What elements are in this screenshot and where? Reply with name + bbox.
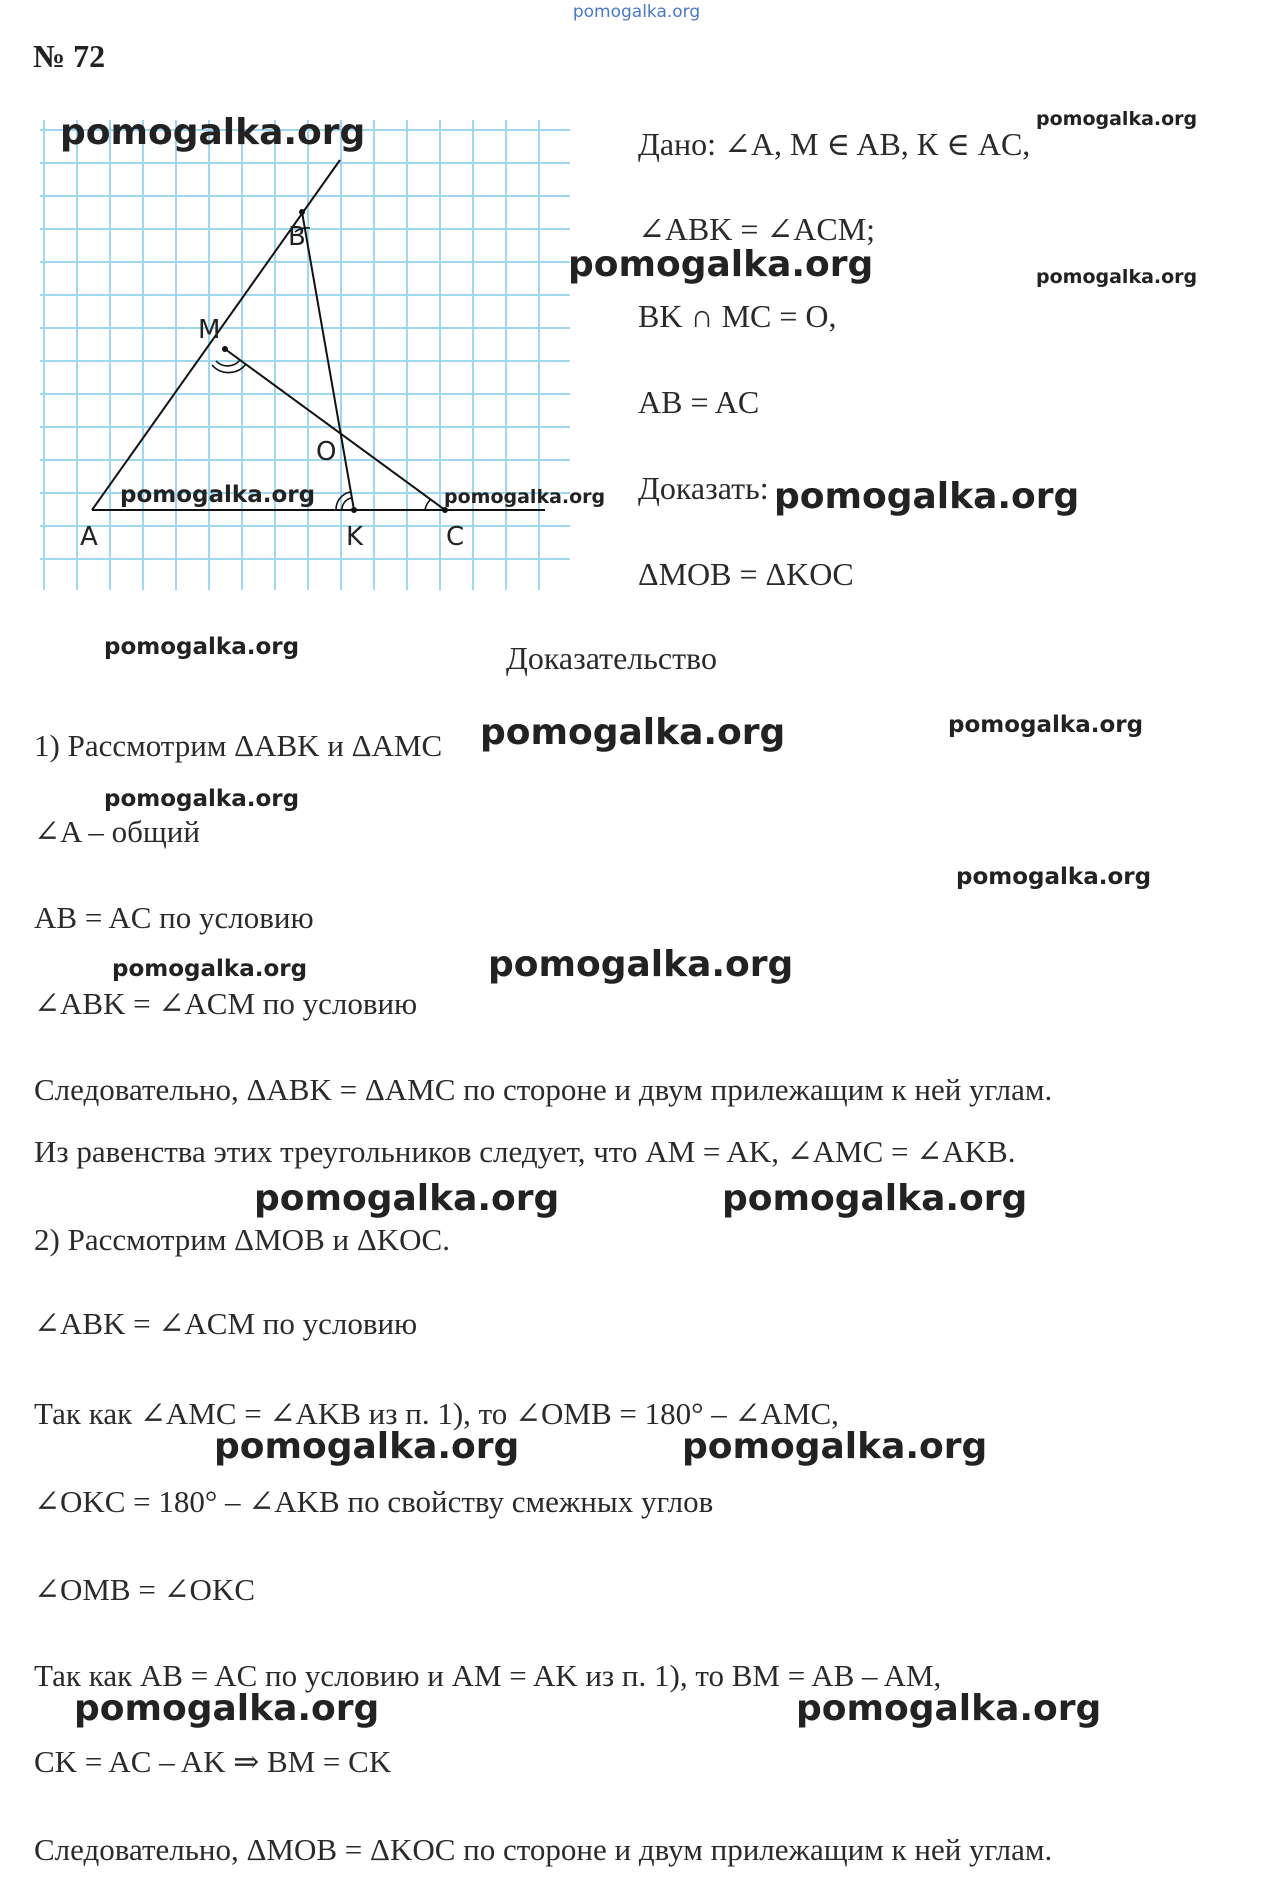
watermark: pomogalka.org [104, 786, 300, 812]
watermark: pomogalka.org [774, 476, 1080, 517]
given-line-6: ΔMOB = ΔKOC [638, 556, 854, 592]
watermark: pomogalka.org [1036, 266, 1198, 288]
angle-mark-k-inner [342, 498, 351, 510]
proof-line: 2) Рассмотрим ΔMOB и ΔKOC. [34, 1222, 450, 1257]
point-b [299, 209, 305, 215]
proof-line: CK = AC – AK ⇒ BM = CK [34, 1744, 392, 1779]
figure-svg [40, 120, 580, 600]
watermark: pomogalka.org [488, 944, 794, 985]
given-line-5: Доказать: [638, 470, 769, 506]
proof-line: ∠A – общий [34, 814, 200, 849]
proof-line: Из равенства этих треугольников следует, что AM = AK, ∠AMC = ∠AKB. [34, 1134, 1016, 1169]
point-m [222, 346, 228, 352]
watermark: pomogalka.org [682, 1426, 988, 1467]
label-a: A [80, 522, 98, 552]
site-header-link[interactable]: pomogalka.org [572, 2, 701, 22]
proof-heading: Доказательство [506, 640, 717, 676]
label-b: B [288, 222, 306, 252]
problem-number: № 72 [33, 38, 106, 74]
proof-line: ∠OMB = ∠OKC [34, 1572, 256, 1607]
proof-line: ∠ABK = ∠ACM по условию [34, 986, 418, 1021]
proof-line: ∠OKC = 180° – ∠AKB по свойству смежных углов [34, 1484, 714, 1519]
given-line-3: BK ∩ MC = O, [638, 298, 837, 334]
given-line-1: Дано: ∠A, M ∈ AB, К ∈ AC, [638, 126, 1031, 162]
proof-line: Так как ∠AMC = ∠AKB из п. 1), то ∠OMB = 180° – ∠AMC, [34, 1396, 839, 1431]
watermark: pomogalka.org [60, 112, 366, 153]
angle-mark-c [425, 500, 430, 510]
watermark: pomogalka.org [104, 634, 300, 660]
watermark: pomogalka.org [722, 1178, 1028, 1219]
label-o: O [316, 437, 337, 467]
watermark: pomogalka.org [120, 482, 316, 508]
point-k [351, 507, 357, 513]
watermark: pomogalka.org [112, 956, 308, 982]
proof-line: ∠ABK = ∠ACM по условию [34, 1306, 418, 1341]
watermark: pomogalka.org [214, 1426, 520, 1467]
proof-line: 1) Рассмотрим ΔABK и ΔAMC [34, 728, 443, 763]
geometry-figure [40, 120, 580, 600]
watermark: pomogalka.org [74, 1688, 380, 1729]
proof-line: Следовательно, ΔMOB = ΔKOC по стороне и двум прилежащим к ней углам. [34, 1832, 1053, 1867]
label-k: K [346, 522, 364, 552]
watermark: pomogalka.org [568, 244, 874, 285]
watermark: pomogalka.org [444, 486, 606, 508]
label-c: C [446, 522, 465, 552]
watermark: pomogalka.org [948, 712, 1144, 738]
label-m: M [198, 315, 221, 345]
proof-line: Так как AB = AC по условию и AM = AK из п. 1), то BM = AB – AM, [34, 1658, 942, 1693]
watermark: pomogalka.org [480, 712, 786, 753]
watermark: pomogalka.org [796, 1688, 1102, 1729]
watermark: pomogalka.org [956, 864, 1152, 890]
given-line-4: AB = AC [638, 384, 760, 420]
grid-paper [40, 120, 570, 590]
proof-line: Следовательно, ΔABK = ΔAMC по стороне и двум прилежащим к ней углам. [34, 1072, 1053, 1107]
watermark: pomogalka.org [254, 1178, 560, 1219]
given-line-2: ∠ABK = ∠ACM; [638, 211, 876, 247]
watermark: pomogalka.org [1036, 108, 1198, 130]
proof-line: AB = AC по условию [34, 900, 314, 935]
